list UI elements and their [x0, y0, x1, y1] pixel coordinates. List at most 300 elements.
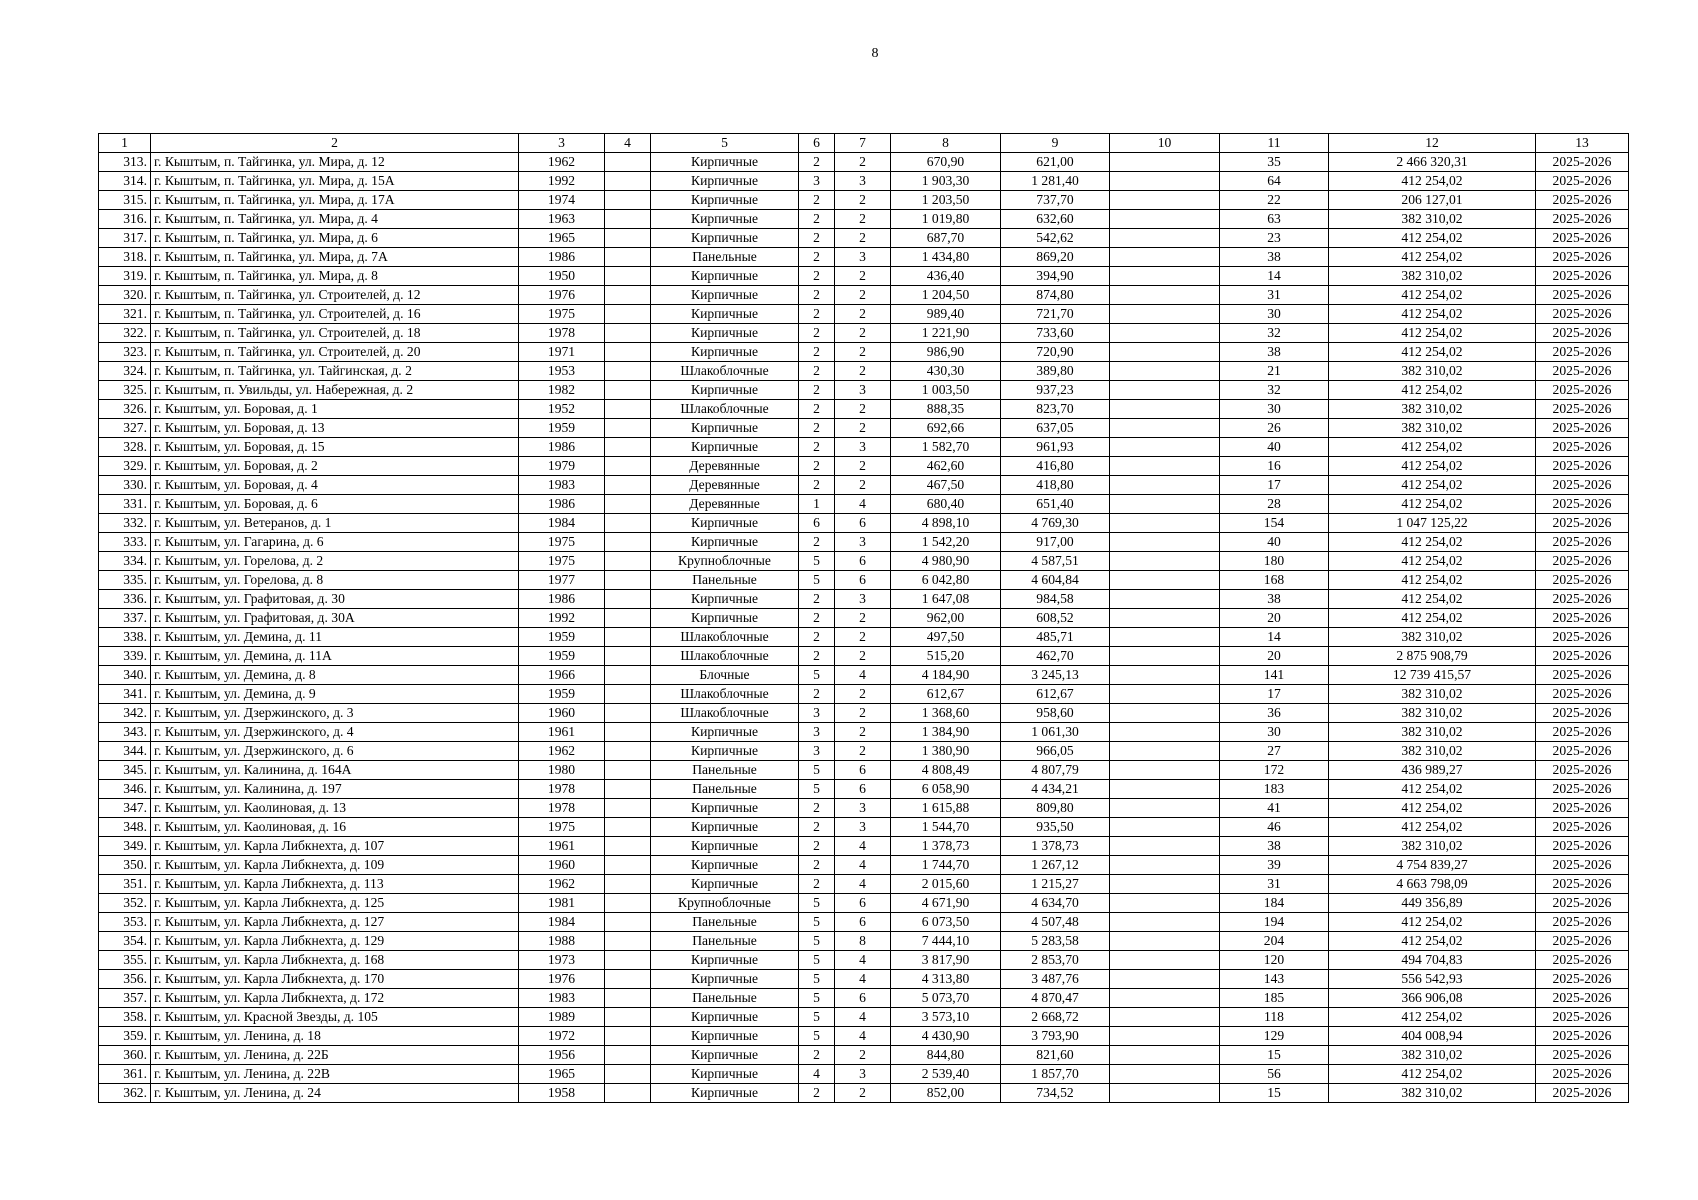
period-cell: 2025-2026	[1536, 856, 1629, 875]
col4-cell	[605, 153, 651, 172]
address-cell: г. Кыштым, ул. Боровая, д. 13	[151, 419, 519, 438]
period-cell: 2025-2026	[1536, 742, 1629, 761]
table-row	[99, 286, 1629, 305]
table-row	[99, 1084, 1629, 1103]
cost-cell: 412 254,02	[1329, 343, 1536, 362]
total-area-cell: 844,80	[891, 1046, 1001, 1065]
living-area-cell: 485,71	[1001, 628, 1110, 647]
period-cell: 2025-2026	[1536, 495, 1629, 514]
cost-cell: 412 254,02	[1329, 286, 1536, 305]
table-row	[99, 647, 1629, 666]
living-area-cell: 1 378,73	[1001, 837, 1110, 856]
column-number-13: 13	[1536, 134, 1629, 153]
living-area-cell: 542,62	[1001, 229, 1110, 248]
address-cell: г. Кыштым, ул. Демина, д. 8	[151, 666, 519, 685]
col10-cell	[1110, 761, 1220, 780]
period-cell: 2025-2026	[1536, 324, 1629, 343]
address-cell: г. Кыштым, ул. Дзержинского, д. 4	[151, 723, 519, 742]
table-row	[99, 552, 1629, 571]
total-area-cell: 1 544,70	[891, 818, 1001, 837]
wall-material-cell: Кирпичные	[651, 381, 799, 400]
wall-material-cell: Шлакоблочные	[651, 704, 799, 723]
table-row	[99, 229, 1629, 248]
living-area-cell: 2 668,72	[1001, 1008, 1110, 1027]
living-area-cell: 937,23	[1001, 381, 1110, 400]
entrances-cell: 2	[835, 476, 891, 495]
total-area-cell: 687,70	[891, 229, 1001, 248]
residents-cell: 204	[1220, 932, 1329, 951]
living-area-cell: 984,58	[1001, 590, 1110, 609]
wall-material-cell: Кирпичные	[651, 590, 799, 609]
period-cell: 2025-2026	[1536, 932, 1629, 951]
residents-cell: 15	[1220, 1084, 1329, 1103]
living-area-cell: 720,90	[1001, 343, 1110, 362]
col10-cell	[1110, 172, 1220, 191]
total-area-cell: 4 980,90	[891, 552, 1001, 571]
total-area-cell: 7 444,10	[891, 932, 1001, 951]
col4-cell	[605, 609, 651, 628]
entrances-cell: 4	[835, 837, 891, 856]
wall-material-cell: Крупноблочные	[651, 894, 799, 913]
floors-cell: 2	[799, 856, 835, 875]
address-cell: г. Кыштым, ул. Карла Либкнехта, д. 129	[151, 932, 519, 951]
col10-cell	[1110, 818, 1220, 837]
total-area-cell: 1 903,30	[891, 172, 1001, 191]
living-area-cell: 1 281,40	[1001, 172, 1110, 191]
total-area-cell: 4 898,10	[891, 514, 1001, 533]
total-area-cell: 430,30	[891, 362, 1001, 381]
floors-cell: 2	[799, 457, 835, 476]
row-number: 333.	[99, 533, 151, 552]
col10-cell	[1110, 590, 1220, 609]
entrances-cell: 2	[835, 400, 891, 419]
col4-cell	[605, 210, 651, 229]
entrances-cell: 2	[835, 1046, 891, 1065]
period-cell: 2025-2026	[1536, 837, 1629, 856]
living-area-cell: 823,70	[1001, 400, 1110, 419]
row-number: 332.	[99, 514, 151, 533]
residents-cell: 183	[1220, 780, 1329, 799]
year-built-cell: 1983	[519, 989, 605, 1008]
entrances-cell: 3	[835, 590, 891, 609]
address-cell: г. Кыштым, п. Тайгинка, ул. Строителей, д. 16	[151, 305, 519, 324]
header-row	[99, 134, 1629, 153]
residents-cell: 22	[1220, 191, 1329, 210]
residents-cell: 21	[1220, 362, 1329, 381]
wall-material-cell: Кирпичные	[651, 1046, 799, 1065]
column-number-6: 6	[799, 134, 835, 153]
entrances-cell: 2	[835, 305, 891, 324]
wall-material-cell: Панельные	[651, 761, 799, 780]
floors-cell: 5	[799, 666, 835, 685]
year-built-cell: 1984	[519, 514, 605, 533]
wall-material-cell: Кирпичные	[651, 343, 799, 362]
total-area-cell: 1 203,50	[891, 191, 1001, 210]
year-built-cell: 1959	[519, 628, 605, 647]
period-cell: 2025-2026	[1536, 685, 1629, 704]
address-cell: г. Кыштым, ул. Графитовая, д. 30	[151, 590, 519, 609]
year-built-cell: 1959	[519, 647, 605, 666]
col4-cell	[605, 248, 651, 267]
table-body	[99, 153, 1629, 1103]
wall-material-cell: Кирпичные	[651, 305, 799, 324]
residents-cell: 38	[1220, 343, 1329, 362]
period-cell: 2025-2026	[1536, 305, 1629, 324]
floors-cell: 2	[799, 685, 835, 704]
period-cell: 2025-2026	[1536, 267, 1629, 286]
table-row	[99, 172, 1629, 191]
col10-cell	[1110, 1046, 1220, 1065]
col4-cell	[605, 305, 651, 324]
entrances-cell: 6	[835, 514, 891, 533]
address-cell: г. Кыштым, ул. Каолиновая, д. 16	[151, 818, 519, 837]
wall-material-cell: Кирпичные	[651, 229, 799, 248]
total-area-cell: 6 073,50	[891, 913, 1001, 932]
entrances-cell: 3	[835, 1065, 891, 1084]
residents-cell: 46	[1220, 818, 1329, 837]
address-cell: г. Кыштым, ул. Горелова, д. 2	[151, 552, 519, 571]
table-row	[99, 267, 1629, 286]
column-number-4: 4	[605, 134, 651, 153]
entrances-cell: 2	[835, 685, 891, 704]
living-area-cell: 389,80	[1001, 362, 1110, 381]
table-row	[99, 628, 1629, 647]
period-cell: 2025-2026	[1536, 552, 1629, 571]
cost-cell: 412 254,02	[1329, 305, 1536, 324]
total-area-cell: 989,40	[891, 305, 1001, 324]
year-built-cell: 1992	[519, 172, 605, 191]
period-cell: 2025-2026	[1536, 419, 1629, 438]
row-number: 330.	[99, 476, 151, 495]
table-row	[99, 533, 1629, 552]
residents-cell: 14	[1220, 628, 1329, 647]
address-cell: г. Кыштым, п. Тайгинка, ул. Строителей, д. 20	[151, 343, 519, 362]
entrances-cell: 4	[835, 875, 891, 894]
table-row	[99, 818, 1629, 837]
wall-material-cell: Кирпичные	[651, 419, 799, 438]
entrances-cell: 6	[835, 894, 891, 913]
col4-cell	[605, 913, 651, 932]
year-built-cell: 1981	[519, 894, 605, 913]
living-area-cell: 1 857,70	[1001, 1065, 1110, 1084]
residents-cell: 38	[1220, 248, 1329, 267]
address-cell: г. Кыштым, ул. Карла Либкнехта, д. 109	[151, 856, 519, 875]
cost-cell: 382 310,02	[1329, 267, 1536, 286]
floors-cell: 5	[799, 970, 835, 989]
cost-cell: 4 754 839,27	[1329, 856, 1536, 875]
table-row	[99, 989, 1629, 1008]
address-cell: г. Кыштым, ул. Ветеранов, д. 1	[151, 514, 519, 533]
table-row	[99, 191, 1629, 210]
address-cell: г. Кыштым, ул. Гагарина, д. 6	[151, 533, 519, 552]
table-row	[99, 799, 1629, 818]
residents-cell: 56	[1220, 1065, 1329, 1084]
col10-cell	[1110, 324, 1220, 343]
floors-cell: 2	[799, 1084, 835, 1103]
period-cell: 2025-2026	[1536, 381, 1629, 400]
row-number: 346.	[99, 780, 151, 799]
year-built-cell: 1986	[519, 495, 605, 514]
entrances-cell: 3	[835, 248, 891, 267]
row-number: 323.	[99, 343, 151, 362]
row-number: 315.	[99, 191, 151, 210]
cost-cell: 382 310,02	[1329, 400, 1536, 419]
wall-material-cell: Кирпичные	[651, 1065, 799, 1084]
year-built-cell: 1975	[519, 533, 605, 552]
table-row	[99, 742, 1629, 761]
col10-cell	[1110, 742, 1220, 761]
row-number: 345.	[99, 761, 151, 780]
year-built-cell: 1976	[519, 970, 605, 989]
living-area-cell: 935,50	[1001, 818, 1110, 837]
col10-cell	[1110, 723, 1220, 742]
col10-cell	[1110, 704, 1220, 723]
floors-cell: 2	[799, 533, 835, 552]
total-area-cell: 1 378,73	[891, 837, 1001, 856]
col4-cell	[605, 571, 651, 590]
floors-cell: 5	[799, 989, 835, 1008]
table-row	[99, 609, 1629, 628]
living-area-cell: 4 604,84	[1001, 571, 1110, 590]
row-number: 337.	[99, 609, 151, 628]
living-area-cell: 612,67	[1001, 685, 1110, 704]
residents-cell: 31	[1220, 875, 1329, 894]
row-number: 318.	[99, 248, 151, 267]
period-cell: 2025-2026	[1536, 894, 1629, 913]
col10-cell	[1110, 609, 1220, 628]
address-cell: г. Кыштым, ул. Карла Либкнехта, д. 125	[151, 894, 519, 913]
period-cell: 2025-2026	[1536, 647, 1629, 666]
total-area-cell: 6 042,80	[891, 571, 1001, 590]
address-cell: г. Кыштым, ул. Боровая, д. 15	[151, 438, 519, 457]
total-area-cell: 6 058,90	[891, 780, 1001, 799]
cost-cell: 412 254,02	[1329, 476, 1536, 495]
floors-cell: 2	[799, 324, 835, 343]
row-number: 353.	[99, 913, 151, 932]
period-cell: 2025-2026	[1536, 191, 1629, 210]
row-number: 348.	[99, 818, 151, 837]
floors-cell: 5	[799, 571, 835, 590]
residents-cell: 38	[1220, 590, 1329, 609]
total-area-cell: 5 073,70	[891, 989, 1001, 1008]
cost-cell: 382 310,02	[1329, 1084, 1536, 1103]
living-area-cell: 821,60	[1001, 1046, 1110, 1065]
address-cell: г. Кыштым, п. Тайгинка, ул. Мира, д. 17А	[151, 191, 519, 210]
total-area-cell: 1 744,70	[891, 856, 1001, 875]
row-number: 313.	[99, 153, 151, 172]
floors-cell: 2	[799, 799, 835, 818]
col10-cell	[1110, 286, 1220, 305]
year-built-cell: 1950	[519, 267, 605, 286]
total-area-cell: 2 539,40	[891, 1065, 1001, 1084]
cost-cell: 412 254,02	[1329, 457, 1536, 476]
year-built-cell: 1976	[519, 286, 605, 305]
col10-cell	[1110, 685, 1220, 704]
col10-cell	[1110, 400, 1220, 419]
col4-cell	[605, 932, 651, 951]
cost-cell: 206 127,01	[1329, 191, 1536, 210]
residents-cell: 63	[1220, 210, 1329, 229]
period-cell: 2025-2026	[1536, 628, 1629, 647]
row-number: 355.	[99, 951, 151, 970]
floors-cell: 2	[799, 248, 835, 267]
col4-cell	[605, 875, 651, 894]
floors-cell: 4	[799, 1065, 835, 1084]
period-cell: 2025-2026	[1536, 1046, 1629, 1065]
address-cell: г. Кыштым, ул. Демина, д. 9	[151, 685, 519, 704]
row-number: 361.	[99, 1065, 151, 1084]
wall-material-cell: Кирпичные	[651, 1027, 799, 1046]
period-cell: 2025-2026	[1536, 514, 1629, 533]
cost-cell: 412 254,02	[1329, 609, 1536, 628]
row-number: 327.	[99, 419, 151, 438]
floors-cell: 3	[799, 742, 835, 761]
cost-cell: 412 254,02	[1329, 1065, 1536, 1084]
total-area-cell: 467,50	[891, 476, 1001, 495]
col4-cell	[605, 590, 651, 609]
entrances-cell: 6	[835, 913, 891, 932]
year-built-cell: 1974	[519, 191, 605, 210]
col4-cell	[605, 837, 651, 856]
table-row	[99, 1027, 1629, 1046]
period-cell: 2025-2026	[1536, 533, 1629, 552]
col4-cell	[605, 647, 651, 666]
total-area-cell: 670,90	[891, 153, 1001, 172]
wall-material-cell: Кирпичные	[651, 286, 799, 305]
year-built-cell: 1959	[519, 419, 605, 438]
residents-cell: 36	[1220, 704, 1329, 723]
floors-cell: 5	[799, 761, 835, 780]
total-area-cell: 986,90	[891, 343, 1001, 362]
total-area-cell: 3 573,10	[891, 1008, 1001, 1027]
entrances-cell: 2	[835, 229, 891, 248]
cost-cell: 2 466 320,31	[1329, 153, 1536, 172]
row-number: 325.	[99, 381, 151, 400]
living-area-cell: 4 634,70	[1001, 894, 1110, 913]
address-cell: г. Кыштым, п. Тайгинка, ул. Мира, д. 4	[151, 210, 519, 229]
living-area-cell: 3 487,76	[1001, 970, 1110, 989]
table-row	[99, 1046, 1629, 1065]
address-cell: г. Кыштым, ул. Демина, д. 11А	[151, 647, 519, 666]
col10-cell	[1110, 248, 1220, 267]
period-cell: 2025-2026	[1536, 609, 1629, 628]
total-area-cell: 888,35	[891, 400, 1001, 419]
wall-material-cell: Деревянные	[651, 476, 799, 495]
entrances-cell: 6	[835, 780, 891, 799]
wall-material-cell: Шлакоблочные	[651, 362, 799, 381]
living-area-cell: 651,40	[1001, 495, 1110, 514]
cost-cell: 382 310,02	[1329, 723, 1536, 742]
wall-material-cell: Панельные	[651, 913, 799, 932]
row-number: 351.	[99, 875, 151, 894]
cost-cell: 412 254,02	[1329, 172, 1536, 191]
residents-cell: 168	[1220, 571, 1329, 590]
col4-cell	[605, 761, 651, 780]
residents-cell: 15	[1220, 1046, 1329, 1065]
floors-cell: 1	[799, 495, 835, 514]
wall-material-cell: Кирпичные	[651, 210, 799, 229]
col10-cell	[1110, 799, 1220, 818]
table-row	[99, 419, 1629, 438]
cost-cell: 412 254,02	[1329, 1008, 1536, 1027]
row-number: 314.	[99, 172, 151, 191]
living-area-cell: 621,00	[1001, 153, 1110, 172]
total-area-cell: 3 817,90	[891, 951, 1001, 970]
row-number: 328.	[99, 438, 151, 457]
table-row	[99, 210, 1629, 229]
wall-material-cell: Шлакоблочные	[651, 685, 799, 704]
residents-cell: 17	[1220, 685, 1329, 704]
column-number-2: 2	[151, 134, 519, 153]
total-area-cell: 1 384,90	[891, 723, 1001, 742]
floors-cell: 6	[799, 514, 835, 533]
address-cell: г. Кыштым, ул. Каолиновая, д. 13	[151, 799, 519, 818]
col4-cell	[605, 1027, 651, 1046]
period-cell: 2025-2026	[1536, 571, 1629, 590]
col4-cell	[605, 362, 651, 381]
row-number: 357.	[99, 989, 151, 1008]
period-cell: 2025-2026	[1536, 723, 1629, 742]
entrances-cell: 4	[835, 856, 891, 875]
total-area-cell: 4 184,90	[891, 666, 1001, 685]
cost-cell: 382 310,02	[1329, 419, 1536, 438]
row-number: 331.	[99, 495, 151, 514]
cost-cell: 494 704,83	[1329, 951, 1536, 970]
floors-cell: 2	[799, 438, 835, 457]
total-area-cell: 515,20	[891, 647, 1001, 666]
period-cell: 2025-2026	[1536, 153, 1629, 172]
entrances-cell: 6	[835, 571, 891, 590]
living-area-cell: 1 267,12	[1001, 856, 1110, 875]
col4-cell	[605, 191, 651, 210]
table-row	[99, 362, 1629, 381]
living-area-cell: 4 870,47	[1001, 989, 1110, 1008]
col10-cell	[1110, 267, 1220, 286]
year-built-cell: 1961	[519, 723, 605, 742]
year-built-cell: 1979	[519, 457, 605, 476]
wall-material-cell: Кирпичные	[651, 970, 799, 989]
col10-cell	[1110, 1084, 1220, 1103]
cost-cell: 382 310,02	[1329, 704, 1536, 723]
entrances-cell: 2	[835, 191, 891, 210]
living-area-cell: 4 587,51	[1001, 552, 1110, 571]
residents-cell: 41	[1220, 799, 1329, 818]
table-row	[99, 457, 1629, 476]
year-built-cell: 1958	[519, 1084, 605, 1103]
col4-cell	[605, 742, 651, 761]
floors-cell: 2	[799, 818, 835, 837]
floors-cell: 2	[799, 191, 835, 210]
total-area-cell: 4 313,80	[891, 970, 1001, 989]
entrances-cell: 8	[835, 932, 891, 951]
address-cell: г. Кыштым, ул. Карла Либкнехта, д. 107	[151, 837, 519, 856]
row-number: 354.	[99, 932, 151, 951]
cost-cell: 412 254,02	[1329, 495, 1536, 514]
entrances-cell: 2	[835, 609, 891, 628]
row-number: 356.	[99, 970, 151, 989]
year-built-cell: 1975	[519, 552, 605, 571]
col4-cell	[605, 419, 651, 438]
cost-cell: 449 356,89	[1329, 894, 1536, 913]
total-area-cell: 462,60	[891, 457, 1001, 476]
living-area-cell: 4 507,48	[1001, 913, 1110, 932]
living-area-cell: 5 283,58	[1001, 932, 1110, 951]
cost-cell: 412 254,02	[1329, 913, 1536, 932]
row-number: 359.	[99, 1027, 151, 1046]
col10-cell	[1110, 552, 1220, 571]
entrances-cell: 4	[835, 1008, 891, 1027]
year-built-cell: 1975	[519, 818, 605, 837]
